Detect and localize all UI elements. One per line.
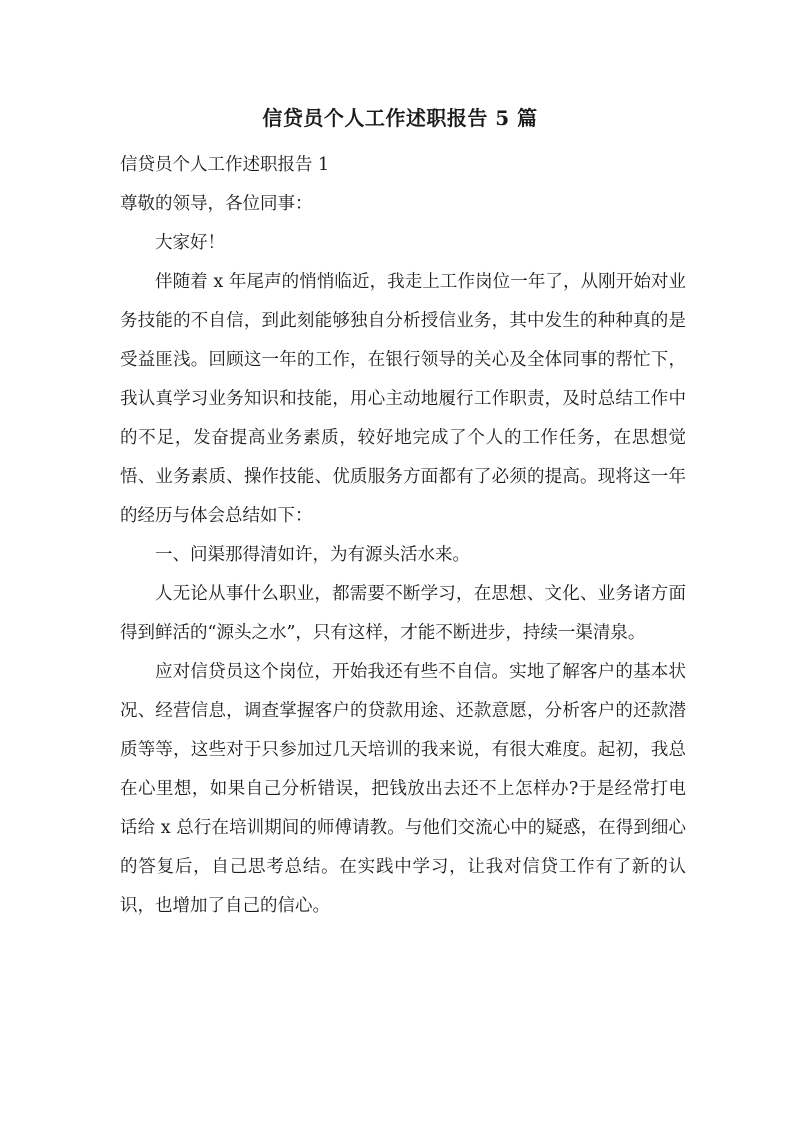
paragraph: 人无论从事什么职业，都需要不断学习，在思想、文化、业务诸方面得到鲜活的“源头之水”，只有这样，才能不断进步，持续一渠清泉。 (120, 584, 686, 643)
document-title: 信贷员个人工作述职报告 5 篇 (262, 106, 538, 130)
document-body (120, 146, 686, 926)
greeting: 大家好！ (155, 233, 225, 253)
paragraph: 伴随着 x 年尾声的悄悄临近，我走上工作岗位一年了，从刚开始对业务技能的不自信，到此刻能够独自分析授信业务，其中发生的种种真的是受益匪浅。回顾这一年的工作，在银行领导的关心及全体同事的帮忙下，我认真学习业务知识和技能，用心主动地履行工作职责，及时总结工作中的不足，发奋提高业务素质，较好地完成了个人的工作任务，在思想觉悟、业务素质、操作技能、优质服务方面都有了必须的提高。现将这一年的经历与体会总结如下： (120, 272, 686, 526)
salutation: 尊敬的领导，各位同事： (120, 194, 313, 214)
section-heading: 一、问渠那得清如许，为有源头活水来。 (155, 545, 470, 565)
paragraph: 应对信贷员这个岗位，开始我还有些不自信。实地了解客户的基本状况、经营信息，调查掌握客户的贷款用途、还款意愿，分析客户的还款潜质等等，这些对于只参加过几天培训的我来说，有很大难度。起初，我总在心里想，如果自己分析错误，把钱放出去还不上怎样办?于是经常打电话给 x 总行在培训期间的师傅请教。与他们交流心中的疑惑，在得到细心的答复后，自己思考总结。在实践中学习，让我对信贷工作有了新的认识，也增加了自己的信心。 (120, 662, 686, 916)
report-subtitle: 信贷员个人工作述职报告 1 (120, 155, 330, 175)
